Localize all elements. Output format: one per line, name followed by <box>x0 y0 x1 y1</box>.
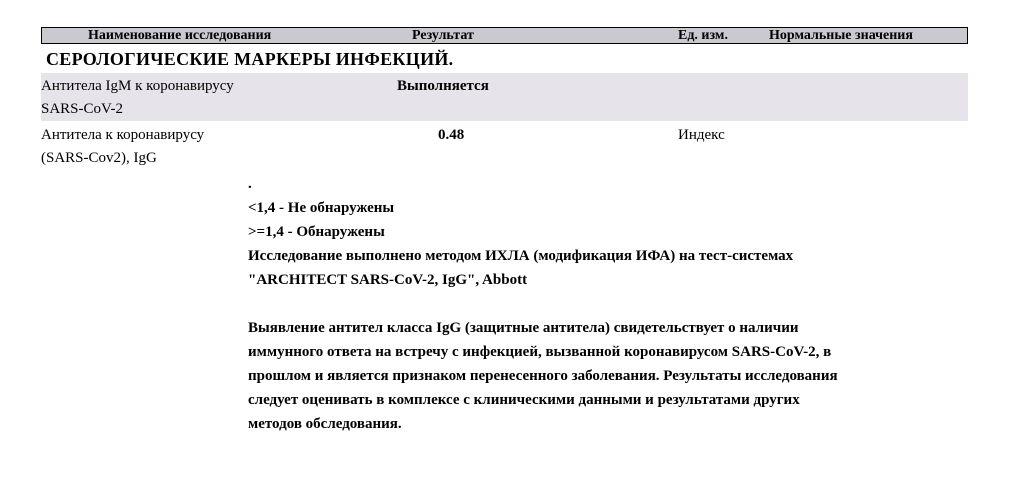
column-header-unit: Ед. изм. <box>678 28 728 43</box>
row1-name-line2: SARS-CoV-2 <box>41 101 123 117</box>
row2-result: 0.48 <box>438 127 465 143</box>
column-header-result: Результат <box>412 28 474 43</box>
row2-name-line1: Антитела к коронавирусу <box>41 127 205 143</box>
notes-dot: . <box>248 176 252 192</box>
row1-result: Выполняется <box>397 78 489 94</box>
description-line-4: следует оценивать в комплексе с клиническими данными и результатами других <box>248 392 800 408</box>
method-line-1: Исследование выполнено методом ИХЛА (модификация ИФА) на тест-системах <box>248 248 794 264</box>
row2-name-line2: (SARS-Cov2), IgG <box>41 150 157 166</box>
result-notes <box>248 172 978 436</box>
description-line-3: прошлом и является признаком перенесенного заболевания. Результаты исследования <box>248 368 838 384</box>
reference-negative: <1,4 - Не обнаружены <box>248 200 395 216</box>
paragraph-gap <box>248 292 978 316</box>
method-line-2: "ARCHITECT SARS-CoV-2, IgG", Abbott <box>248 272 528 288</box>
table-header <box>41 27 968 44</box>
column-header-name: Наименование исследования <box>88 28 272 43</box>
section-title: СЕРОЛОГИЧЕСКИЕ МАРКЕРЫ ИНФЕКЦИЙ. <box>46 49 454 69</box>
description-line-1: Выявление антител класса IgG (защитные антитела) свидетельствует о наличии <box>248 320 799 336</box>
row1-name-line1: Антитела IgM к коронавирусу <box>41 78 234 94</box>
description-line-5: методов обследования. <box>248 416 402 432</box>
description-line-2: иммунного ответа на встречу с инфекцией, вызванной коронавирусом SARS-CoV-2, в <box>248 344 832 360</box>
row2-unit: Индекс <box>678 127 725 143</box>
column-header-normal: Нормальные значения <box>769 28 913 43</box>
reference-positive: >=1,4 - Обнаружены <box>248 224 385 240</box>
